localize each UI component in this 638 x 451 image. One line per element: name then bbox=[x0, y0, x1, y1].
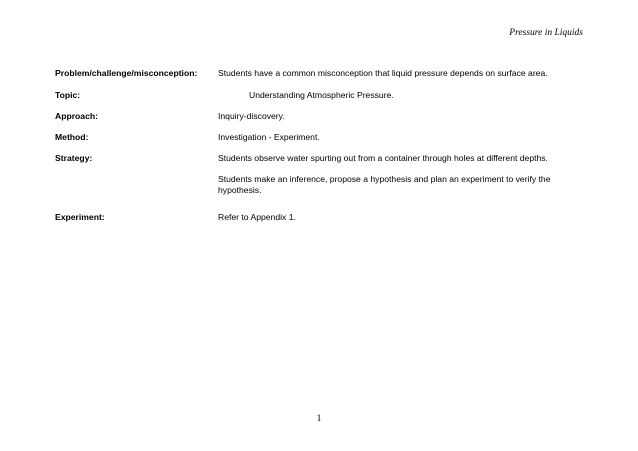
running-title: Pressure in Liquids bbox=[509, 28, 583, 38]
value-strategy-continued: Students make an inference, propose a hypothesis and plan an experiment to verify the hypothesis. bbox=[218, 174, 551, 195]
value-topic: Understanding Atmospheric Pressure. bbox=[249, 90, 394, 100]
label-problem: Problem/challenge/misconception: bbox=[55, 68, 198, 78]
label-approach: Approach: bbox=[55, 111, 98, 121]
page-number: 1 bbox=[316, 414, 322, 424]
value-strategy: Students observe water spurting out from a container through holes at different depths. bbox=[218, 153, 548, 163]
label-topic: Topic: bbox=[55, 90, 81, 100]
value-experiment: Refer to Appendix 1. bbox=[218, 212, 296, 222]
label-experiment: Experiment: bbox=[55, 212, 105, 222]
value-approach: Inquiry-discovery. bbox=[218, 111, 285, 121]
label-method: Method: bbox=[55, 132, 89, 142]
value-problem: Students have a common misconception that liquid pressure depends on surface area. bbox=[218, 68, 548, 78]
label-strategy: Strategy: bbox=[55, 153, 93, 163]
value-method: Investigation - Experiment. bbox=[218, 132, 320, 142]
